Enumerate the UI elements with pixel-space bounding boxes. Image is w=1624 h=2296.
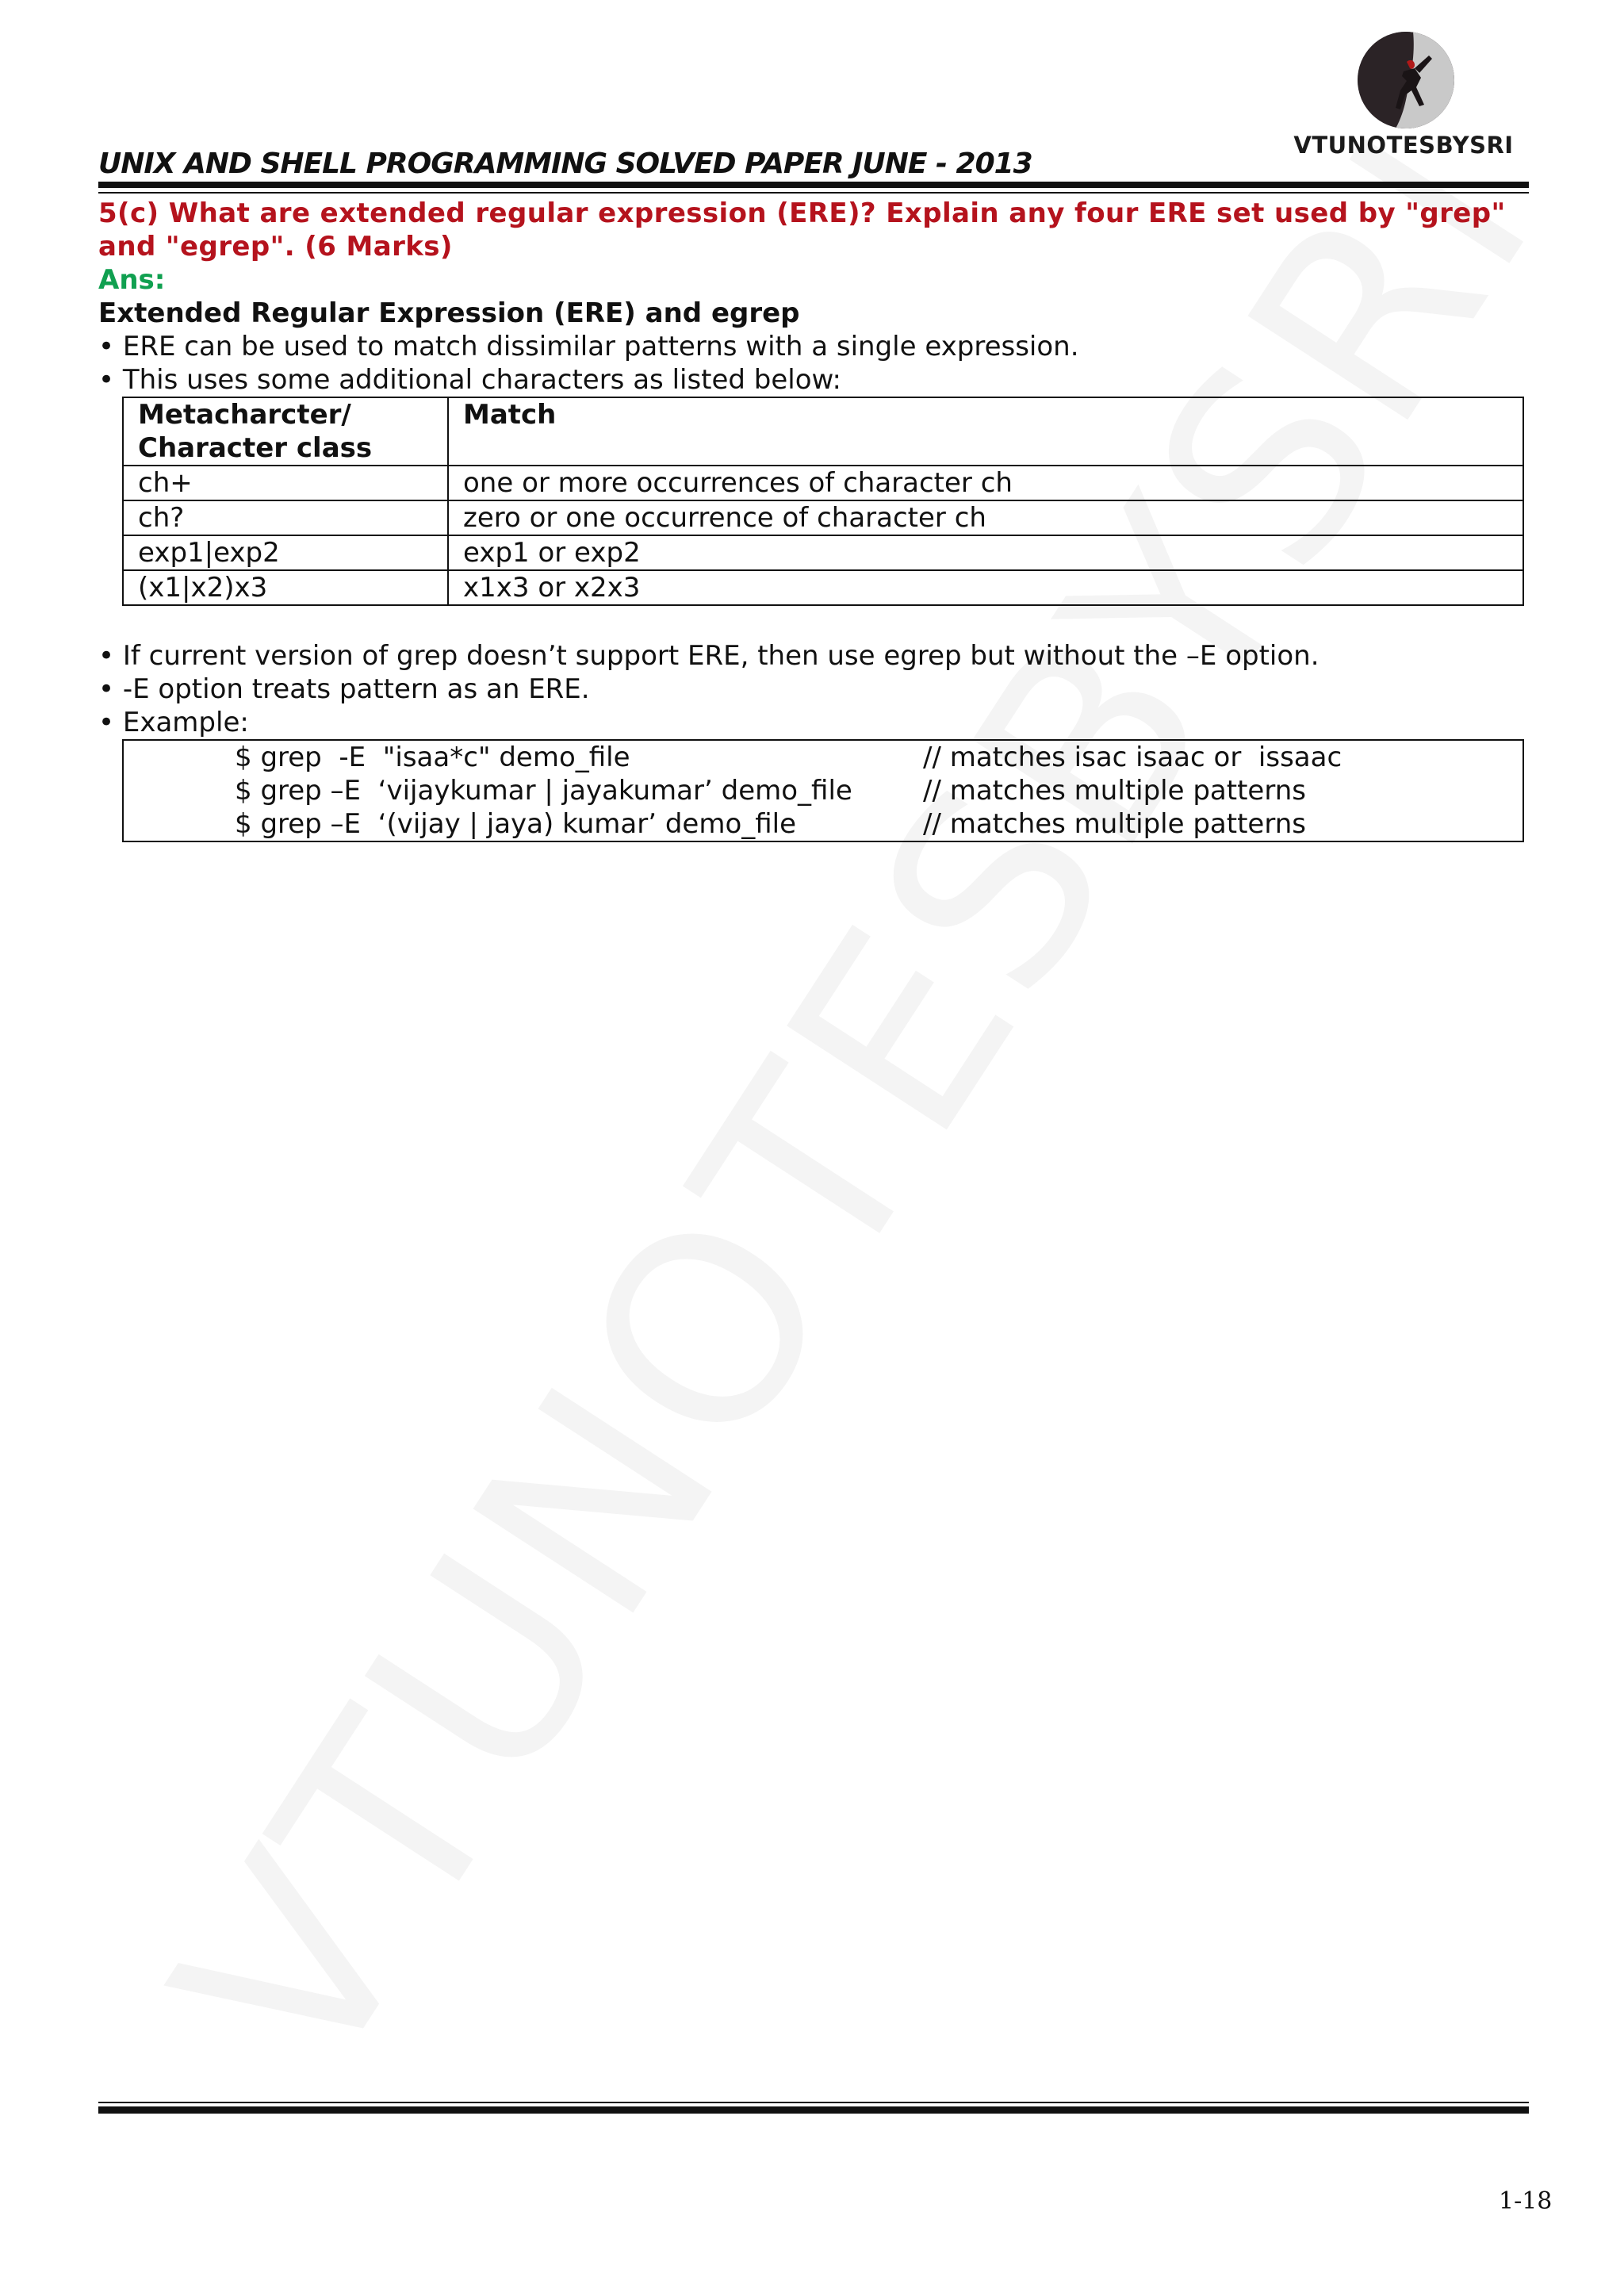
main-content bbox=[98, 197, 1534, 842]
climber-icon bbox=[1358, 32, 1454, 128]
bullet-item: • ERE can be used to match dissimilar patterns with a single expression. bbox=[98, 331, 1079, 362]
footer-rule-thin bbox=[98, 2102, 1529, 2103]
table-header-match: Match bbox=[448, 397, 1523, 466]
bullet-item: • -E option treats pattern as an ERE. bbox=[98, 673, 590, 705]
header-col1-line1: Metacharcter/ bbox=[138, 399, 351, 431]
page-header-title: UNIX AND SHELL PROGRAMMING SOLVED PAPER JUNE - 2013 bbox=[98, 148, 1032, 180]
footer-rule-thick bbox=[98, 2106, 1529, 2114]
spacer bbox=[98, 606, 1534, 639]
table-row bbox=[123, 570, 1523, 605]
table-cell-meta: exp1|exp2 bbox=[123, 535, 448, 570]
logo-text: VTUNOTESBYSRI bbox=[1293, 132, 1514, 159]
bullet-item: • If current version of grep doesn’t support ERE, then use egrep but without the –E option. bbox=[98, 640, 1320, 672]
page-number: 1-18 bbox=[1499, 2187, 1553, 2215]
example-row bbox=[235, 807, 1522, 841]
example-command: $ grep -E "isaa*c" demo_file bbox=[235, 742, 630, 773]
example-box bbox=[122, 739, 1524, 842]
table-row bbox=[123, 500, 1523, 535]
example-command: $ grep –E ‘vijaykumar | jayakumar’ demo_file bbox=[235, 775, 852, 807]
table-row bbox=[123, 535, 1523, 570]
ere-metacharacter-table bbox=[122, 397, 1524, 606]
answer-label: Ans: bbox=[98, 264, 166, 296]
question-line-2: and "egrep". (6 Marks) bbox=[98, 231, 453, 263]
header-rule-thin bbox=[98, 192, 1529, 194]
section-heading: Extended Regular Expression (ERE) and egrep bbox=[98, 297, 800, 329]
table-header-row bbox=[123, 397, 1523, 466]
table-cell-match: x1x3 or x2x3 bbox=[448, 570, 1523, 605]
table-row bbox=[123, 466, 1523, 500]
question-line-1: 5(c) What are extended regular expression (ERE)? Explain any four ERE set used by "grep" bbox=[98, 197, 1506, 229]
table-cell-match: exp1 or exp2 bbox=[448, 535, 1523, 570]
example-row bbox=[235, 741, 1522, 774]
table-cell-match: one or more occurrences of character ch bbox=[448, 466, 1523, 500]
table-cell-meta: ch+ bbox=[123, 466, 448, 500]
example-comment: // matches isac isaac or issaac bbox=[923, 742, 1342, 773]
header-col1-line2: Character class bbox=[138, 432, 373, 464]
example-comment: // matches multiple patterns bbox=[923, 808, 1306, 840]
example-comment: // matches multiple patterns bbox=[923, 775, 1306, 807]
bullet-item: • Example: bbox=[98, 707, 249, 738]
table-cell-meta: ch? bbox=[123, 500, 448, 535]
header-rule-thick bbox=[98, 182, 1529, 188]
example-row bbox=[235, 774, 1522, 807]
bullet-item: • This uses some additional characters as listed below: bbox=[98, 364, 841, 396]
example-command: $ grep –E ‘(vijay | jaya) kumar’ demo_file bbox=[235, 808, 797, 840]
table-cell-meta: (x1|x2)x3 bbox=[123, 570, 448, 605]
table-cell-match: zero or one occurrence of character ch bbox=[448, 500, 1523, 535]
table-header-metacharacter bbox=[123, 397, 448, 466]
